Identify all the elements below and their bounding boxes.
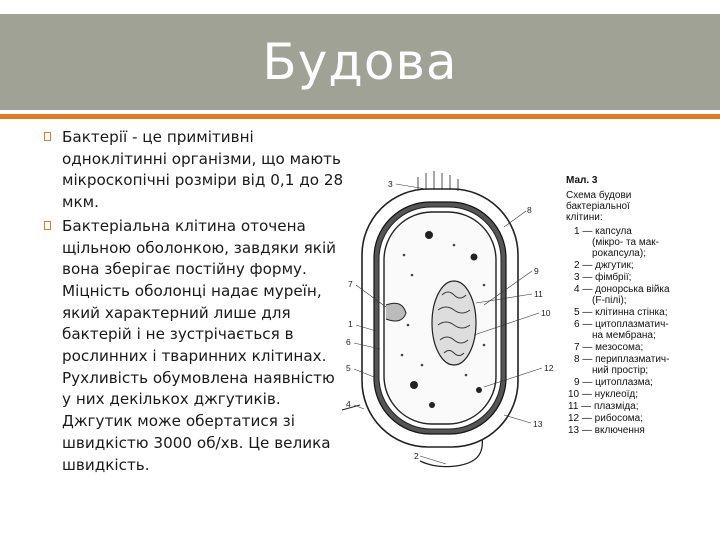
legend-line: 13 — включення [568,425,645,436]
legend-line: 1 — капсула [574,226,632,237]
title-bar [0,14,720,110]
figure-label-12: 12 [544,363,554,373]
figure-label-13: 13 [533,419,543,429]
figure-label-8: 8 [527,205,532,215]
legend-line: 9 — цитоплазма; [574,377,653,388]
legend-line: 10 — нуклеоїд; [568,389,639,400]
bacterial-cell-figure [334,165,706,473]
fimbriae-shape [418,171,458,191]
legend-line: 11 — плазміда; [568,401,639,412]
figure-label-5: 5 [346,363,351,373]
accent-divider [0,114,720,119]
pilus-shape [342,405,360,410]
figure-caption [566,175,670,436]
legend-line: 12 — рибосома; [568,413,644,424]
legend-line: 3 — фімбрії; [574,272,632,283]
figure-label-2: 2 [414,451,419,461]
legend-line: 8 — периплазматич- [574,354,670,365]
legend-line: рокапсула); [592,248,646,259]
legend-line: 6 — цитоплазматич- [574,319,669,330]
figure-label-6: 6 [346,337,351,347]
slide-title: Будова [262,33,458,91]
bacterial-cell-diagram [334,165,706,473]
bullet-marker-icon [44,132,51,141]
caption-title: Мал. 3 [566,175,598,186]
bullet-text: Бактеріальна клітина оточена щільною оболонкою, завдяки якій вона зберігає постійну форму. Міцність оболонці надає муреїн, який характерний лише для бактерій і не зустрічається в рослинних і тваринних клітинах. Рухливість обумовлена наявністю у них декількох джгутиків. Джгутик може обертатися зі швидкістю 3000 об/хв. Це велика швидкість. [62,216,337,474]
caption-line: бактеріальної [566,201,630,212]
caption-line: Схема будови [566,190,632,201]
figure-label-11: 11 [534,289,543,299]
caption-line: клітини: [566,212,603,223]
figure-label-10: 10 [541,308,551,318]
legend-line: 5 — клітинна стінка; [574,307,668,318]
bullet-marker-icon [44,221,51,230]
bullet-item [44,216,344,476]
figure-label-9: 9 [534,266,539,276]
figure-label-3: 3 [388,179,393,189]
bullet-item [44,127,344,214]
legend-line: 2 — джгутик; [574,260,634,271]
bullet-list [44,127,344,478]
legend-line: на мембрана; [592,330,656,341]
figure-label-4: 4 [346,399,351,409]
bullet-text: Бактерії - це примітивні одноклітинні організми, що мають мікроскопічні розміри від 0,1 до 28 мкм. [62,128,344,212]
legend-line: ний простір; [592,365,649,376]
legend-line: (мікро- та мак- [592,237,659,248]
figure-label-1: 1 [348,319,353,329]
figure-label-7: 7 [348,279,353,289]
legend-line: 7 — мезосома; [574,342,644,353]
legend-line: (F-пілі); [592,295,627,306]
legend-line: 4 — донорська війка [574,284,670,295]
